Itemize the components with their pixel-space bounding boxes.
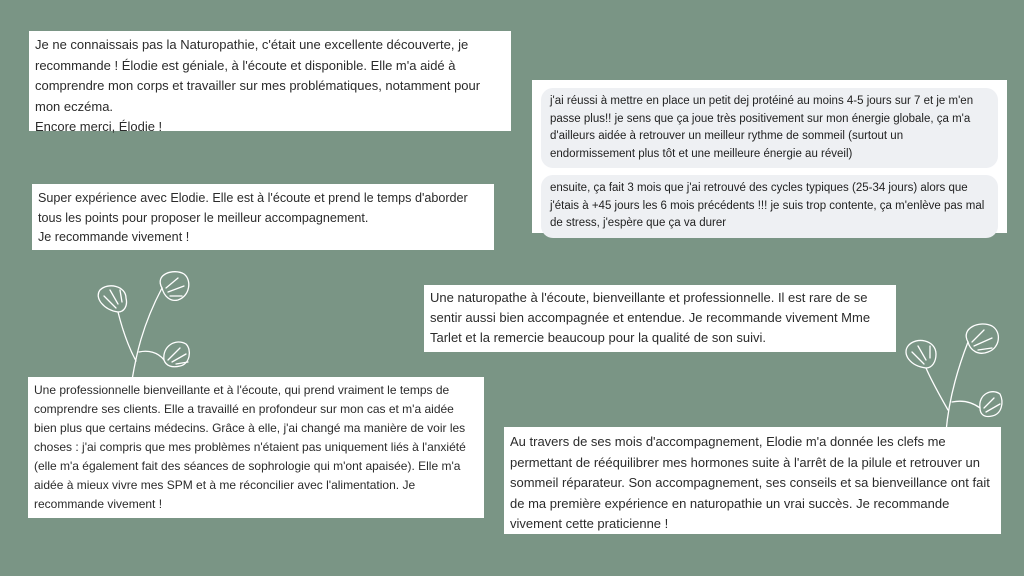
testimonial-card-4 (424, 285, 896, 352)
testimonial-text: Une naturopathe à l'écoute, bienveillante et professionnelle. Il est rare de se sentir aussi bien accompagnée et entendue. Je recommande vivement Mme Tarlet et la remercie beaucoup pour la qualité de son suivi. (430, 290, 871, 345)
testimonial-text: Une professionnelle bienveillante et à l'écoute, qui prend vraiment le temps de comprendre ses clients. Elle a travaillé en profondeur sur mon cas et m'a aidée bien plus que certains médecins. Grâce à elle, j'ai changé ma manière de voir les choses : j'ai compris que mes problèmes n'étaient pas uniquement liés à l'anxiété (elle m'a également fait des séances de sophrologie qui m'ont apaisée). Elle m'a aidée à mieux vivre mes SPM et à me réconcilier avec l'alimentation. Je recommande vivement ! (34, 383, 466, 511)
testimonial-card-6 (504, 427, 1001, 534)
monstera-plant-icon (900, 318, 1004, 434)
testimonial-text: Au travers de ses mois d'accompagnement, Elodie m'a donnée les clefs me permettant de rééquilibrer mes hormones suite à l'arrêt de la pilule et retrouver un sommeil réparateur. Son accompagnement, ses conseils et sa bienveillance ont fait de ma première expérience en naturopathie un vrai succès. Je recommande vivement cette praticienne ! (510, 434, 990, 531)
testimonial-chat-card (532, 80, 1007, 233)
testimonial-card-5 (28, 377, 484, 518)
testimonial-card-2 (32, 184, 494, 250)
monstera-plant-icon (92, 266, 192, 382)
testimonial-text: Super expérience avec Elodie. Elle est à l'écoute et prend le temps d'aborder tous les points pour proposer le meilleur accompagnement. Je recommande vivement ! (38, 191, 468, 244)
chat-message-bubble: ensuite, ça fait 3 mois que j'ai retrouvé des cycles typiques (25-34 jours) alors que j'étais à +45 jours les 6 mois précédents !!! je suis trop contente, ça m'enlève pas mal de stress, j'espère que ça va durer (541, 175, 998, 238)
chat-message-bubble: j'ai réussi à mettre en place un petit dej protéiné au moins 4-5 jours sur 7 et je m'en passe plus!! je sens que ça joue très positivement sur mon énergie globale, ça m'a d'ailleurs aidée à retrouver un meilleur rythme de sommeil (surtout un endormissement plus tôt et une meilleure énergie au réveil) (541, 88, 998, 168)
testimonial-card-1 (29, 31, 511, 134)
testimonial-text: Je ne connaissais pas la Naturopathie, c'était une excellente découverte, je recommande ! Élodie est géniale, à l'écoute et disponible. Elle m'a aidé à comprendre mon corps et travailler sur mes problématiques, notamment pour mon eczéma. Encore merci, Élodie ! (35, 37, 481, 134)
